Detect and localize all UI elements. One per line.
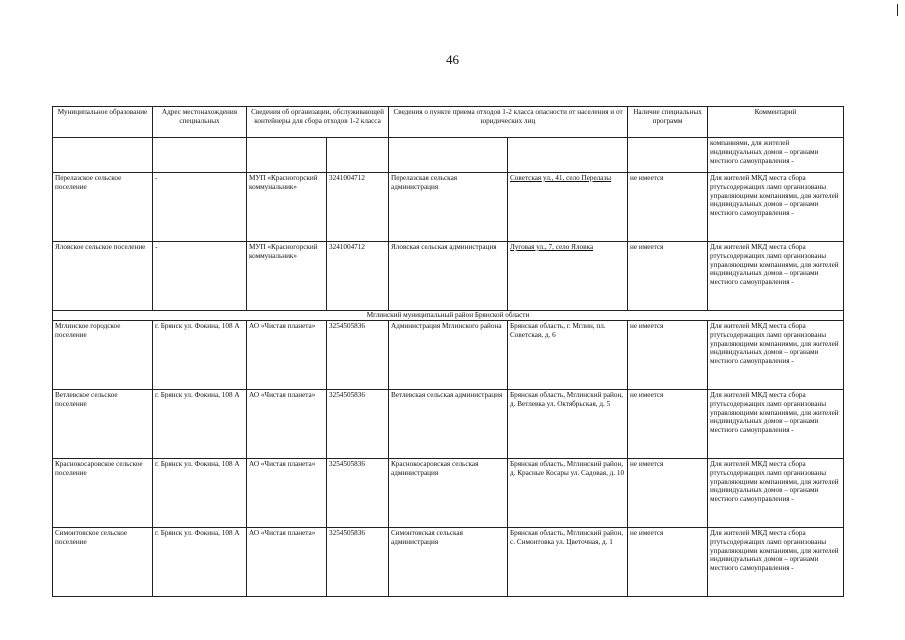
table-row [53,321,844,390]
cell-point-name: Администрация Мглинского района [389,321,508,390]
header-municipality: Муниципальное образование [53,107,153,138]
cell-comment: Для жителей МКД места сбора ртутьсодержащих ламп организованы управляющими компаниями, для жителей индивидуальных домов – органами местного самоуправления - [708,173,844,242]
cell-empty [153,138,247,173]
table-header-row [53,107,844,138]
cell-programs: не имеется [628,321,708,390]
cell-municipality: Перелазское сельское поселение [53,173,153,242]
header-organization: Сведения об организации, обслуживающей контейнеры для сбора отходов 1-2 класса [247,107,389,138]
waste-collection-table [52,106,844,597]
cell-inn: 3254505836 [327,459,389,528]
cell-municipality: Мглинское городское поселение [53,321,153,390]
cell-programs: не имеется [628,459,708,528]
cell-municipality: Краснокосаровское сельское поселение [53,459,153,528]
cell-point-address: Брянская область, г. Мглин, пл. Советская, д. 6 [508,321,628,390]
cell-comment: Для жителей МКД места сбора ртутьсодержащих ламп организованы управляющими компаниями, для жителей индивидуальных домов – органами местного самоуправления - [708,242,844,311]
section-title: Мглинский муниципальный район Брянской области [53,311,844,321]
cell-inn: 3241004712 [327,173,389,242]
cell-point-address: Брянская область, Мглинский район, д. Красные Косары ул. Садовая, д. 10 [508,459,628,528]
cell-inn: 3254505836 [327,390,389,459]
cell-comment: Для жителей МКД места сбора ртутьсодержащих ламп организованы управляющими компаниями, для жителей индивидуальных домов – органами местного самоуправления - [708,321,844,390]
cell-point-name: Перелазская сельская администрация [389,173,508,242]
cell-org-name: АО «Чистая планета» [247,390,327,459]
cell-comment: Для жителей МКД места сбора ртутьсодержащих ламп организованы управляющими компаниями, для жителей индивидуальных домов – органами местного самоуправления - [708,459,844,528]
table-row [53,173,844,242]
cell-programs: не имеется [628,173,708,242]
cell-point-address: Луговая ул., 7, село Яловка [508,242,628,311]
cell-municipality: Симонтовское сельское поселение [53,528,153,597]
cell-point-address: Советская ул., 41, село Перелазы [508,173,628,242]
cell-org-name: АО «Чистая планета» [247,528,327,597]
cell-comment: Для жителей МКД места сбора ртутьсодержащих ламп организованы управляющими компаниями, для жителей индивидуальных домов – органами местного самоуправления - [708,528,844,597]
cell-address: г. Брянск ул. Фокина, 108 А [153,390,247,459]
cell-point-address: Брянская область, Мглинский район, с. Симонтовка ул. Цветочная, д. 1 [508,528,628,597]
cell-empty [53,138,153,173]
table-row [53,459,844,528]
header-collection-point: Сведения о пункте приема отходов 1-2 класса опасности от населения и от юридических лиц [389,107,628,138]
cell-org-name: АО «Чистая планета» [247,321,327,390]
table-row [53,242,844,311]
cell-empty [508,138,628,173]
cell-inn: 3254505836 [327,321,389,390]
cell-comment: компаниями, для жителей индивидуальных домов – органами местного самоуправления - [708,138,844,173]
cell-empty [628,138,708,173]
cell-point-address: Брянская область, Мглинский район, д. Ветлевка ул. Октябрьская, д. 5 [508,390,628,459]
cell-programs: не имеется [628,242,708,311]
cell-address: г. Брянск ул. Фокина, 108 А [153,459,247,528]
cell-point-name: Краснокосаровская сельская администрация [389,459,508,528]
cell-municipality: Яловское сельское поселение [53,242,153,311]
section-row [53,311,844,321]
table-row-continuation [53,138,844,173]
cell-programs: не имеется [628,390,708,459]
cell-comment: Для жителей МКД места сбора ртутьсодержащих ламп организованы управляющими компаниями, для жителей индивидуальных домов – органами местного самоуправления - [708,390,844,459]
cell-address: - [153,173,247,242]
cell-empty [247,138,327,173]
cell-point-name: Ветлевская сельская администрация [389,390,508,459]
cell-inn: 3241004712 [327,242,389,311]
cell-municipality: Ветлевское сельское поселение [53,390,153,459]
cell-org-name: АО «Чистая планета» [247,459,327,528]
cell-address: - [153,242,247,311]
cell-empty [389,138,508,173]
header-comment: Комментарий [708,107,844,138]
cell-point-name: Симонтовская сельская администрация [389,528,508,597]
cell-org-name: МУП «Красногорский коммунальник» [247,242,327,311]
header-address: Адрес местонахождения специальных [153,107,247,138]
cell-point-name: Яловская сельская администрация [389,242,508,311]
cell-inn: 3254505836 [327,528,389,597]
table-row [53,528,844,597]
table-row [53,390,844,459]
margin-mark [897,4,898,16]
cell-address: г. Брянск ул. Фокина, 108 А [153,321,247,390]
cell-org-name: МУП «Красногорский коммунальник» [247,173,327,242]
header-programs: Наличие специальных программ [628,107,708,138]
page-number: 46 [446,52,459,67]
cell-programs: не имеется [628,528,708,597]
cell-empty [327,138,389,173]
cell-address: г. Брянск ул. Фокина, 108 А [153,528,247,597]
